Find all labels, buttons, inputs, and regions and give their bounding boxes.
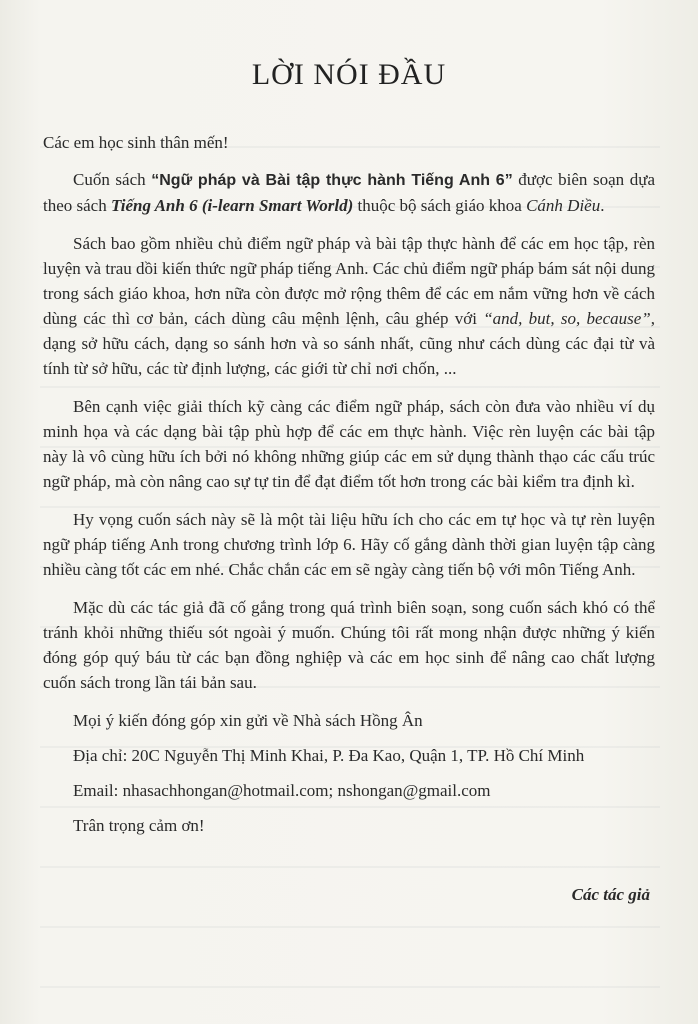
conjunctions: “and, but, so, because” <box>483 309 651 328</box>
para1-pre: Cuốn sách <box>73 170 152 189</box>
page-title: LỜI NÓI ĐẦU <box>251 58 447 91</box>
preface-body <box>43 130 655 848</box>
para1-post: thuộc bộ sách giáo khoa <box>353 196 527 215</box>
book-title: “Ngữ pháp và Bài tập thực hành Tiếng Anh 6” <box>151 172 513 189</box>
greeting: Các em học sinh thân mến! <box>43 133 229 152</box>
paragraph-book-intro <box>43 167 655 218</box>
thanks: Trân trọng cảm ơn! <box>73 816 205 835</box>
paragraph-hope: Hy vọng cuốn sách này sẽ là một tài liệu hữu ích cho các em tự học và tự rèn luyện ngữ pháp tiếng Anh trong chương trình lớp 6. Hãy cố gắng dành thời gian luyện tập càng nhiều càng tốt các em nhé. Chắc chắn các em sẽ ngày càng tiến bộ với môn Tiếng Anh. <box>43 510 655 579</box>
signature: Các tác giả <box>571 885 650 904</box>
contact-email: Email: nhasachhongan@hotmail.com; nshongan@gmail.com <box>73 781 491 800</box>
book-series: Cánh Diều <box>526 196 601 215</box>
contact-intro: Mọi ý kiến đóng góp xin gửi về Nhà sách Hồng Ân <box>73 711 423 730</box>
paragraph-content-overview <box>43 231 655 381</box>
paragraph-feedback: Mặc dù các tác giả đã cố gắng trong quá trình biên soạn, song cuốn sách khó có thể tránh khỏi những thiếu sót ngoài ý muốn. Chúng tôi rất mong nhận được những ý kiến đóng góp quý báu từ các bạn đồng nghiệp và các em học sinh để nâng cao chất lượng cuốn sách trong lần tái bản sau. <box>43 598 655 692</box>
para2-post: , dạng sở hữu cách, dạng so sánh hơn và so sánh nhất, cũng như cách dùng các đại từ và tính từ sở hữu, các từ định lượng, các giới từ chỉ nơi chốn, ... <box>43 309 656 378</box>
para1-mid: được biên soạn dựa theo sách <box>43 170 655 215</box>
paragraph-practice: Bên cạnh việc giải thích kỹ càng các điểm ngữ pháp, sách còn đưa vào nhiều ví dụ minh họa và các dạng bài tập phù hợp để các em thực hành. Việc rèn luyện các bài tập này là vô cùng hữu ích bởi nó không những giúp các em sử dụng thành thạo các cấu trúc ngữ pháp, mà còn nâng cao sự tự tin để đạt điểm tốt hơn trong các bài kiểm tra định kì. <box>43 397 655 491</box>
source-book: Tiếng Anh 6 (i-learn Smart World) <box>110 196 354 215</box>
contact-address: Địa chỉ: 20C Nguyễn Thị Minh Khai, P. Đa Kao, Quận 1, TP. Hồ Chí Minh <box>73 746 585 765</box>
para1-end: . <box>600 196 605 215</box>
para2-pre: Sách bao gồm nhiều chủ điểm ngữ pháp và bài tập thực hành để các em học tập, rèn luyện và trau dồi kiến thức ngữ pháp tiếng Anh. Các chủ điểm ngữ pháp bám sát nội dung trong sách giáo khoa, hơn nữa còn được mở rộng thêm để các em nắm vững hơn về cách dùng các thì cơ bản, cách dùng câu mệnh lệnh, câu ghép với <box>43 234 655 328</box>
